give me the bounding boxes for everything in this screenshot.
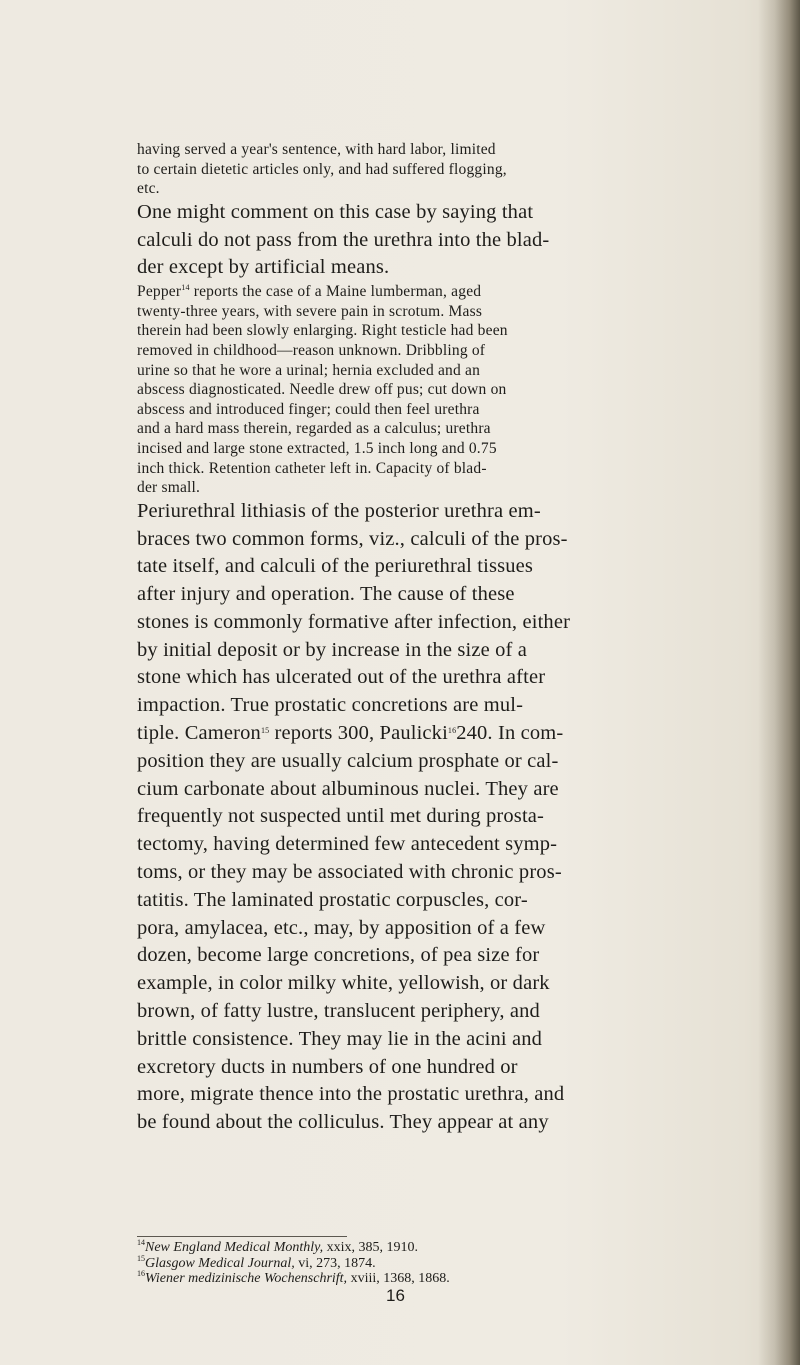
text-line	[137, 282, 720, 302]
text-line: twenty-three years, with severe pain in scrotum. Mass	[137, 302, 483, 320]
text-line: and a hard mass therein, regarded as a calculus; urethra	[137, 420, 491, 438]
text-fragment: reports 300, Paulicki	[269, 722, 448, 745]
footnote-number: 16	[137, 1269, 145, 1278]
text-line: abscess and introduced finger; could then feel urethra	[137, 400, 480, 418]
footnote-16	[137, 1271, 737, 1287]
footnote-marker: 15	[260, 726, 270, 736]
text-line: pora, amylacea, etc., may, by apposition of a few	[137, 916, 546, 939]
text-line: by initial deposit or by increase in the size of a	[137, 638, 528, 661]
footnote-15	[137, 1253, 737, 1272]
citation: xxix, 385, 1910.	[323, 1240, 418, 1255]
text-line: after injury and operation. The cause of these	[137, 583, 515, 606]
text-line: stones is commonly formative after infection, either	[137, 610, 571, 633]
footnote-divider	[137, 1236, 347, 1237]
text-line: more, migrate thence into the prostatic urethra, and	[137, 1083, 565, 1106]
body-text	[137, 140, 720, 1137]
footnote-marker: 14	[181, 283, 190, 293]
text-line: having served a year's sentence, with hard labor, limited	[137, 141, 496, 158]
text-line: impaction. True prostatic concretions are mul-	[137, 694, 524, 717]
text-line: dozen, become large concretions, of pea size for	[137, 944, 540, 967]
page-edge-shadow	[758, 0, 800, 1365]
text-line: brittle consistence. They may lie in the acini and	[137, 1027, 543, 1050]
text-line: der except by artificial means.	[137, 256, 390, 279]
text-line: inch thick. Retention catheter left in. Capacity of blad-	[137, 459, 487, 477]
text-line: brown, of fatty lustre, translucent periphery, and	[137, 1000, 540, 1023]
text-fragment: tiple. Cameron	[137, 722, 261, 745]
footnote-marker: 16	[447, 726, 457, 736]
citation: vi, 273, 1874.	[294, 1255, 376, 1271]
text-line: example, in color milky white, yellowish, or dark	[137, 972, 550, 995]
text-line: toms, or they may be associated with chronic pros-	[137, 861, 562, 884]
footnote-number: 15	[137, 1253, 145, 1263]
text-fragment: 240. In com-	[456, 722, 564, 745]
text-line: cium carbonate about albuminous nuclei. They are	[137, 777, 559, 800]
author-name: Pepper	[137, 283, 182, 301]
journal-title: Wiener medizinische Wochenschrift,	[145, 1271, 348, 1286]
paragraph-comment	[137, 199, 720, 282]
text-line: braces two common forms, viz., calculi of the pros-	[137, 527, 568, 550]
paragraph-continuation	[137, 140, 720, 199]
text-line: der small.	[137, 479, 201, 497]
text-line: excretory ducts in numbers of one hundred or	[137, 1055, 518, 1078]
text-line: therein had been slowly enlarging. Right testicle had been	[137, 322, 508, 340]
text-line: incised and large stone extracted, 1.5 inch long and 0.75	[137, 439, 497, 457]
text-line: tectomy, having determined few antecedent symp-	[137, 833, 558, 856]
paragraph-case-report	[137, 282, 720, 498]
journal-title: Glasgow Medical Journal,	[145, 1255, 295, 1271]
footnote-number: 14	[137, 1238, 145, 1247]
text-line: Periurethral lithiasis of the posterior urethra em-	[137, 499, 541, 522]
text-line: position they are usually calcium prosphate or cal-	[137, 749, 559, 772]
text-line: be found about the colliculus. They appear at any	[137, 1111, 549, 1134]
text-line: calculi do not pass from the urethra into the blad-	[137, 228, 550, 251]
text-line: urine so that he wore a urinal; hernia excluded and an	[137, 361, 481, 379]
citation: xviii, 1368, 1868.	[347, 1271, 450, 1286]
text-fragment: reports the case of a Maine lumberman, aged	[189, 283, 482, 301]
text-line: tate itself, and calculi of the periurethral tissues	[137, 555, 534, 578]
journal-title: New England Medical Monthly,	[145, 1240, 324, 1255]
text-line: etc.	[137, 180, 160, 198]
text-line: removed in childhood—reason unknown. Dribbling of	[137, 341, 486, 359]
text-line: stone which has ulcerated out of the urethra after	[137, 666, 546, 689]
page-number: 16	[386, 1286, 405, 1305]
text-line: frequently not suspected until met during prosta-	[137, 805, 545, 828]
text-line: One might comment on this case by saying that	[137, 200, 534, 223]
footnotes	[137, 1240, 737, 1287]
text-line: abscess diagnosticated. Needle drew off pus; cut down on	[137, 381, 507, 399]
text-line	[137, 720, 720, 748]
footnote-14	[137, 1240, 737, 1256]
text-line: to certain dietetic articles only, and had suffered flogging,	[137, 160, 507, 178]
paragraph-periurethral-lithiasis	[137, 498, 720, 1137]
text-line: tatitis. The laminated prostatic corpuscles, cor-	[137, 888, 528, 911]
